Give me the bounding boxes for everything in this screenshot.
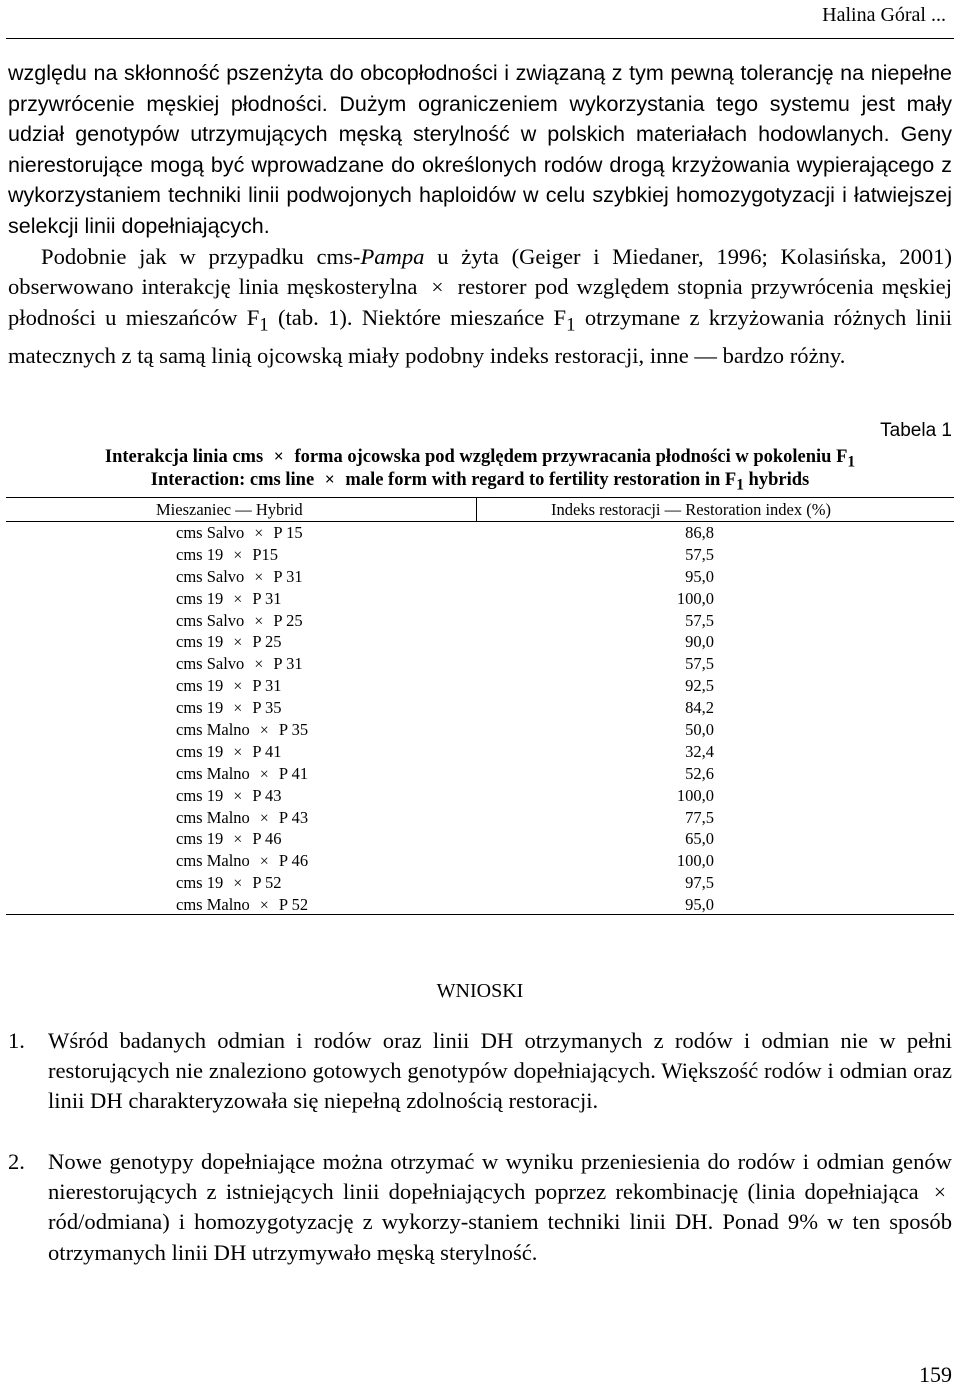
conclusions-heading: WNIOSKI bbox=[436, 980, 524, 1002]
title-pl-a: Interakcja linia cms bbox=[104, 447, 264, 467]
conclusion-number: 1. bbox=[8, 1028, 25, 1053]
header-rule bbox=[6, 38, 954, 39]
hybrid-cell: cms Malno × P 52 bbox=[176, 895, 309, 915]
hybrid-cell: cms 19 × P 31 bbox=[176, 676, 282, 696]
title-en-a: Interaction: cms line bbox=[150, 470, 315, 490]
title-en-c: hybrids bbox=[743, 470, 810, 490]
index-cell: 90,0 bbox=[685, 632, 714, 652]
hybrid-cell: cms 19 × P 43 bbox=[176, 785, 282, 805]
conclusion-text: Nowe genotypy dopełniające można otrzymać w wyniku przeniesienia do rodów i odmian genów nierestorujących z istniejących linii dopełniających poprzez rekombinację (linia dopełniająca × ród/odmiana) i homozygotyzację z wykorzy-staniem techniki linii DH. Ponad 9% w ten sposób otrzymanych linii DH utrzymywało męską sterylność. bbox=[48, 1149, 952, 1265]
table-row bbox=[0, 786, 960, 808]
hybrid-cell: cms Salvo × P 31 bbox=[176, 654, 303, 674]
conclusion-text: Wśród badanych odmian i rodów oraz linii DH otrzymanych z rodów i odmian nie w pełni restorujących nie znaleziono gotowych genotypów dopełniających. Większość rodów i odmian oraz linii DH charakteryzowała się niepełną zdolnością restoracji. bbox=[48, 1028, 952, 1114]
hybrid-cell: cms Malno × P 35 bbox=[176, 720, 309, 740]
hybrid-cell: cms 19 × P 41 bbox=[176, 741, 282, 761]
table-row bbox=[0, 611, 960, 633]
index-cell: 97,5 bbox=[685, 873, 714, 893]
table-row bbox=[0, 829, 960, 851]
table-row bbox=[0, 589, 960, 611]
hybrid-cell: cms 19 × P 46 bbox=[176, 829, 282, 849]
body-text bbox=[8, 58, 952, 371]
p2-part-a: Podobnie jak w przypadku cms- bbox=[41, 243, 361, 269]
index-cell: 95,0 bbox=[685, 566, 714, 586]
index-cell: 57,5 bbox=[685, 610, 714, 630]
table-top-rule bbox=[6, 497, 954, 498]
page-number: 159 bbox=[919, 1362, 952, 1387]
index-cell: 32,4 bbox=[685, 741, 714, 761]
title-pl-subscript: 1 bbox=[847, 453, 856, 471]
conclusion-item-1 bbox=[8, 1026, 952, 1117]
running-head: Halina Góral ... bbox=[822, 4, 946, 26]
paragraph-1 bbox=[8, 58, 952, 242]
table-row bbox=[0, 523, 960, 545]
multiply-sign: × bbox=[933, 1180, 946, 1205]
title-pl-b: forma ojcowska pod względem przywracania płodności w pokoleniu F bbox=[294, 447, 848, 467]
p2-part-b: u żyta (Geiger i Miedaner, 1996; Kolasińska, 2001) obserwowano interakcję linia męskosterylna bbox=[8, 243, 952, 300]
hybrid-cell: cms Malno × P 46 bbox=[176, 851, 309, 871]
index-cell: 57,5 bbox=[685, 654, 714, 674]
table-row bbox=[0, 654, 960, 676]
table-title-en bbox=[0, 469, 960, 495]
hybrid-cell: cms Salvo × P 31 bbox=[176, 566, 303, 586]
hybrid-cell: cms Salvo × P 15 bbox=[176, 523, 303, 542]
index-cell: 84,2 bbox=[685, 698, 714, 718]
p2-subscript-1: 1 bbox=[259, 314, 269, 336]
p2-part-d: (tab. 1). Niektóre mieszańce F bbox=[268, 304, 567, 330]
table-label: Tabela 1 bbox=[880, 420, 952, 441]
hybrid-cell: cms Malno × P 43 bbox=[176, 807, 309, 827]
index-cell: 86,8 bbox=[685, 523, 714, 542]
table-header-divider bbox=[476, 497, 477, 521]
index-cell: 100,0 bbox=[676, 785, 714, 805]
multiply-sign: × bbox=[273, 446, 284, 466]
title-en-b: male form with regard to fertility restoration in F bbox=[345, 470, 737, 490]
table-title-pl bbox=[0, 446, 960, 472]
index-cell: 52,6 bbox=[685, 763, 714, 783]
table-bottom-rule bbox=[6, 914, 954, 915]
table-row bbox=[0, 873, 960, 895]
hybrid-cell: cms 19 × P 35 bbox=[176, 698, 282, 718]
table-row bbox=[0, 698, 960, 720]
table-row bbox=[0, 545, 960, 567]
index-cell: 100,0 bbox=[676, 588, 714, 608]
hybrid-cell: cms Malno × P 41 bbox=[176, 763, 309, 783]
hybrid-cell: cms Salvo × P 25 bbox=[176, 610, 303, 630]
index-cell: 77,5 bbox=[685, 807, 714, 827]
multiply-sign: × bbox=[431, 275, 444, 300]
p2-part-e: otrzymane z krzyżowania różnych linii matecznych z tą samą linią ojcowską miały podobny indeks restoracji, inne — bardzo różny. bbox=[8, 304, 952, 368]
hybrid-cell: cms 19 × P15 bbox=[176, 544, 278, 564]
table-row bbox=[0, 567, 960, 589]
table-row bbox=[0, 720, 960, 742]
index-cell: 95,0 bbox=[685, 895, 714, 915]
table-row bbox=[0, 632, 960, 654]
multiply-sign: × bbox=[324, 469, 335, 489]
hybrid-cell: cms 19 × P 25 bbox=[176, 632, 282, 652]
index-cell: 100,0 bbox=[676, 851, 714, 871]
hybrid-cell: cms 19 × P 31 bbox=[176, 588, 282, 608]
table-row bbox=[0, 808, 960, 830]
hybrid-cell: cms 19 × P 52 bbox=[176, 873, 282, 893]
index-cell: 57,5 bbox=[685, 544, 714, 564]
column-header-hybrid: Mieszaniec — Hybrid bbox=[156, 500, 303, 519]
title-en-subscript: 1 bbox=[736, 476, 744, 494]
table-row bbox=[0, 764, 960, 786]
table-row bbox=[0, 676, 960, 698]
index-cell: 92,5 bbox=[685, 676, 714, 696]
p2-italic: Pampa bbox=[360, 243, 425, 269]
table-row bbox=[0, 851, 960, 873]
paragraph-2 bbox=[8, 242, 952, 372]
conclusion-number: 2. bbox=[8, 1149, 25, 1174]
index-cell: 50,0 bbox=[685, 720, 714, 740]
table-row bbox=[0, 742, 960, 764]
conclusion-item-2 bbox=[8, 1147, 952, 1268]
p2-part-c: restorer pod względem stopnia przywrócenia męskiej płodności u mieszańców F bbox=[8, 274, 952, 330]
table-header-rule bbox=[6, 521, 954, 522]
p2-subscript-2: 1 bbox=[566, 314, 576, 336]
table-body bbox=[0, 523, 960, 917]
column-header-restoration-index: Indeks restoracji — Restoration index (%) bbox=[551, 500, 831, 519]
index-cell: 65,0 bbox=[685, 829, 714, 849]
paragraph-1-text: względu na skłonność pszenżyta do obcopłodności i związaną z tym pewną tolerancję na niepełne przywrócenie męskiej płodności. Dużym ograniczeniem wykorzystania tego systemu jest mały udział genotypów utrzymujących męską sterylność w polskich materiałach hodowlanych. Geny nierestorujące mogą być wprowadzane do określonych rodów drogą krzyżowania wypierającego z wykorzystaniem techniki linii podwojonych haploidów w celu szybkiej homozygotyzacji i łatwiejszej selekcji linii dopełniających. bbox=[8, 61, 952, 238]
